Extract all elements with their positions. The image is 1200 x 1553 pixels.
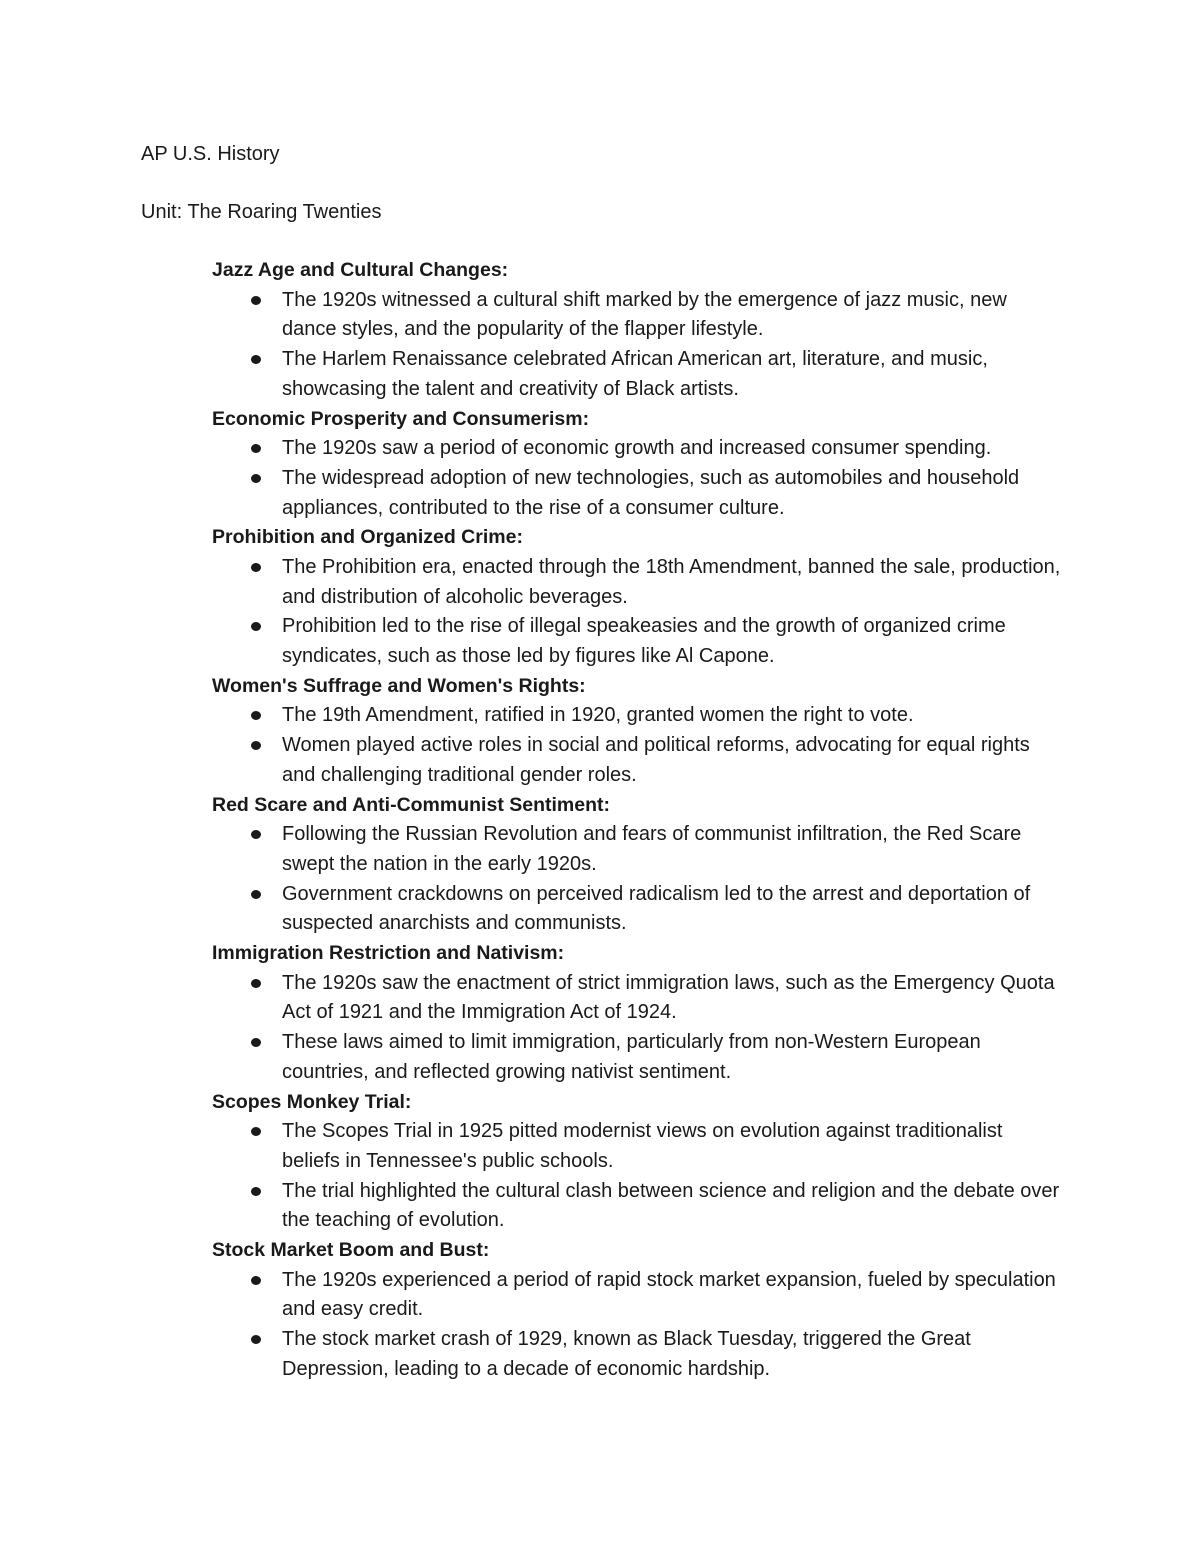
bullet-text: The widespread adoption of new technologies, such as automobiles and household appliances, contributed to the rise of a consumer culture. [282,466,1020,519]
bullet-dot-icon [251,1038,261,1047]
bullet-item [212,286,1072,345]
bullet-item [212,1028,1072,1087]
notes-section [212,791,1072,940]
bullet-dot-icon [251,830,261,839]
bullet-text: The 1920s saw the enactment of strict immigration laws, such as the Emergency Quota Act of 1921 and the Immigration Act of 1924. [282,971,1055,1024]
bullet-text: The Harlem Renaissance celebrated African American art, literature, and music, showcasing the talent and creativity of Black artists. [282,348,988,400]
bullet-dot-icon [251,741,261,750]
bullet-dot-icon [251,355,261,364]
bullet-text: The 19th Amendment, ratified in 1920, granted women the right to vote. [282,704,914,727]
bullet-item [212,434,1072,464]
bullet-text: The trial highlighted the cultural clash between science and religion and the debate over the teaching of evolution. [282,1179,1060,1232]
bullet-text: The Scopes Trial in 1925 pitted modernist views on evolution against traditionalist beliefs in Tennessee's public schools. [282,1120,1003,1172]
bullet-dot-icon [251,622,261,631]
section-heading: Scopes Monkey Trial: [212,1090,412,1113]
bullet-item [212,701,1072,731]
section-heading: Red Scare and Anti-Communist Sentiment: [212,793,610,816]
notes-section [212,1236,1072,1385]
bullet-dot-icon [251,890,261,899]
bullet-item [212,1325,1072,1384]
bullet-dot-icon [251,979,261,988]
bullet-text: These laws aimed to limit immigration, particularly from non-Western European countries, and reflected growing nativist sentiment. [282,1031,981,1083]
bullet-text: Women played active roles in social and political reforms, advocating for equal rights and challenging traditional gender roles. [282,734,1030,786]
bullet-text: Government crackdowns on perceived radicalism led to the arrest and deportation of suspected anarchists and communists. [282,882,1031,935]
notes-section [212,523,1072,672]
bullet-item [212,553,1072,612]
bullet-dot-icon [251,711,261,720]
bullet-list [212,434,1072,523]
bullet-list [212,820,1072,939]
bullet-dot-icon [251,444,261,453]
notes-section [212,939,1072,1088]
bullet-text: The stock market crash of 1929, known as Black Tuesday, triggered the Great Depression, leading to a decade of economic hardship. [282,1328,971,1380]
section-heading: Immigration Restriction and Nativism: [212,942,565,965]
bullet-item [212,1117,1072,1176]
bullet-item [212,820,1072,879]
bullet-item [212,1177,1072,1236]
bullet-text: The 1920s saw a period of economic growth and increased consumer spending. [282,437,992,460]
bullet-dot-icon [251,563,261,572]
bullet-text: Prohibition led to the rise of illegal speakeasies and the growth of organized crime syndicates, such as those led by figures like Al Capone. [282,615,1006,668]
bullet-text: The 1920s witnessed a cultural shift marked by the emergence of jazz music, new dance styles, and the popularity of the flapper lifestyle. [282,288,1007,341]
bullet-item [212,464,1072,523]
bullet-item [212,612,1072,671]
bullet-item [212,731,1072,790]
bullet-dot-icon [251,1187,261,1196]
bullet-item [212,969,1072,1028]
bullet-list [212,1266,1072,1385]
section-heading: Prohibition and Organized Crime: [212,526,523,549]
section-heading: Economic Prosperity and Consumerism: [212,407,590,430]
notes-section [212,672,1072,791]
bullet-dot-icon [251,474,261,483]
bullet-text: The 1920s experienced a period of rapid stock market expansion, fueled by speculation and easy credit. [282,1268,1056,1321]
section-heading: Stock Market Boom and Bust: [212,1239,490,1262]
notes-section [212,405,1072,524]
section-heading: Jazz Age and Cultural Changes: [212,259,509,281]
notes-section [212,256,1072,405]
bullet-item [212,1266,1072,1325]
course-title: AP U.S. History [141,143,280,165]
bullet-dot-icon [251,296,261,305]
bullet-text: Following the Russian Revolution and fears of communist infiltration, the Red Scare swept the nation in the early 1920s. [282,823,1022,875]
bullet-dot-icon [251,1127,261,1136]
bullet-dot-icon [251,1335,261,1344]
notes-sections [212,256,1072,1385]
bullet-item [212,345,1072,404]
bullet-list [212,701,1072,790]
bullet-list [212,286,1072,405]
bullet-list [212,1117,1072,1236]
bullet-list [212,969,1072,1088]
bullet-text: The Prohibition era, enacted through the 18th Amendment, banned the sale, production, and distribution of alcoholic beverages. [282,555,1061,608]
notes-section [212,1088,1072,1237]
unit-title: Unit: The Roaring Twenties [141,201,382,223]
bullet-dot-icon [251,1276,261,1285]
bullet-list [212,553,1072,672]
section-heading: Women's Suffrage and Women's Rights: [212,674,586,697]
bullet-item [212,880,1072,939]
